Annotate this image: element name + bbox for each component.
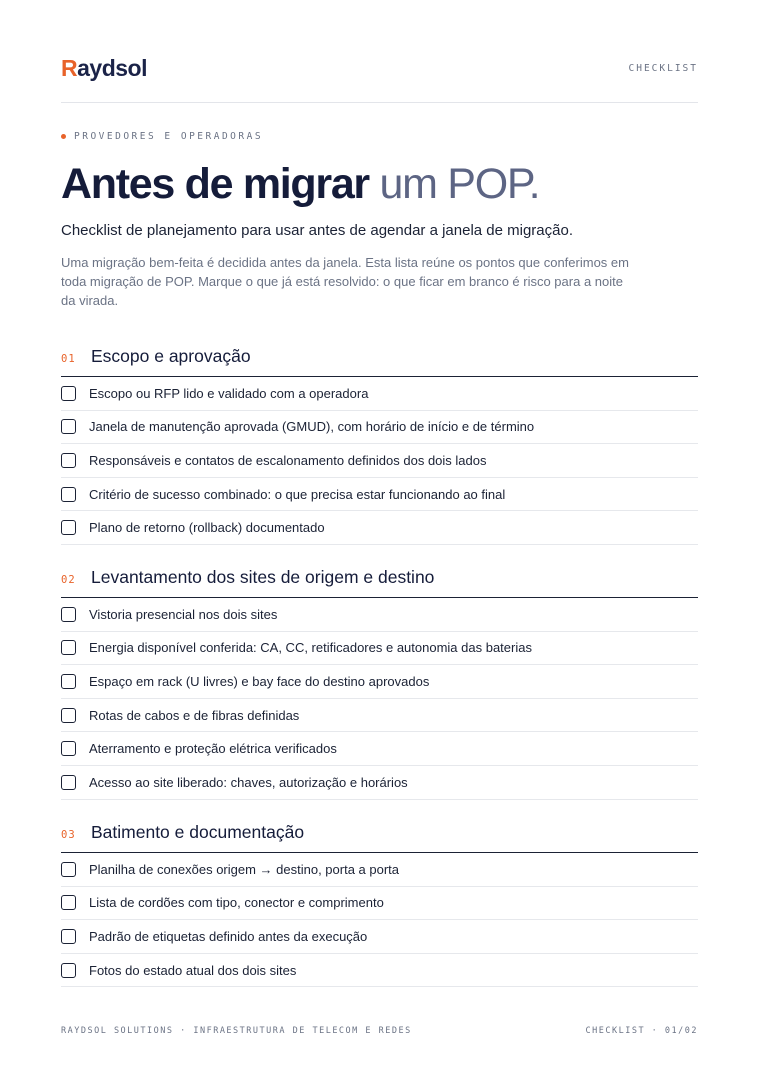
checkbox[interactable]: [61, 963, 76, 978]
checklist-item[interactable]: Energia disponível conferida: CA, CC, retificadores e autonomia das baterias: [61, 632, 698, 666]
checkbox[interactable]: [61, 520, 76, 535]
checklist-item[interactable]: Janela de manutenção aprovada (GMUD), com horário de início e de término: [61, 411, 698, 445]
checklist-item[interactable]: Espaço em rack (U livres) e bay face do destino aprovados: [61, 665, 698, 699]
checkbox[interactable]: [61, 741, 76, 756]
document-type-tag: CHECKLIST: [628, 63, 698, 74]
checkbox[interactable]: [61, 453, 76, 468]
checklist-item[interactable]: Padrão de etiquetas definido antes da execução: [61, 920, 698, 954]
checkbox[interactable]: [61, 386, 76, 401]
checkbox[interactable]: [61, 419, 76, 434]
checklist-item[interactable]: Aterramento e proteção elétrica verificados: [61, 732, 698, 766]
footer-page-number: CHECKLIST · 01/02: [585, 1026, 698, 1036]
checklist-item[interactable]: Fotos do estado atual dos dois sites: [61, 954, 698, 988]
checklist-item[interactable]: Responsáveis e contatos de escalonamento definidos dos dois lados: [61, 444, 698, 478]
checkbox[interactable]: [61, 895, 76, 910]
checkbox[interactable]: [61, 640, 76, 655]
checklist-item[interactable]: Vistoria presencial nos dois sites: [61, 598, 698, 632]
checklist-item[interactable]: Rotas de cabos e de fibras definidas: [61, 699, 698, 733]
page-title: Antes de migrar um POP.: [61, 160, 540, 208]
checkbox[interactable]: [61, 929, 76, 944]
eyebrow-label: PROVEDORES E OPERADORAS: [74, 131, 264, 142]
checklist-item[interactable]: Planilha de conexões origem → destino, porta a porta: [61, 853, 698, 887]
intro-paragraph: Uma migração bem-feita é decidida antes da janela. Esta lista reúne os pontos que conferimos em toda migração de POP. Marque o que já está resolvido: o que ficar em branco é risco para a noite da virada.: [61, 255, 629, 308]
page-subtitle: Checklist de planejamento para usar antes de agendar a janela de migração.: [61, 222, 573, 239]
section-title: Escopo e aprovação: [91, 346, 251, 366]
section-header-batimento: [61, 819, 698, 853]
footer-company: RAYDSOL SOLUTIONS · INFRAESTRUTURA DE TELECOM E REDES: [61, 1026, 412, 1036]
page-header: [61, 55, 698, 103]
checklist-item[interactable]: Lista de cordões com tipo, conector e comprimento: [61, 887, 698, 921]
bullet-dot-icon: [61, 134, 66, 139]
section-header-escopo: [61, 343, 698, 377]
checkbox[interactable]: [61, 674, 76, 689]
checkbox[interactable]: [61, 607, 76, 622]
checklist-item[interactable]: Plano de retorno (rollback) documentado: [61, 511, 698, 545]
checkbox[interactable]: [61, 862, 76, 877]
checklist-item[interactable]: Escopo ou RFP lido e validado com a operadora: [61, 377, 698, 411]
section-header-levantamento: [61, 564, 698, 598]
section-title: Batimento e documentação: [91, 822, 305, 842]
checkbox[interactable]: [61, 775, 76, 790]
eyebrow: [61, 131, 263, 142]
checklist-item[interactable]: Acesso ao site liberado: chaves, autorização e horários: [61, 766, 698, 800]
section-number: 03: [61, 829, 76, 841]
section-title: Levantamento dos sites de origem e destino: [91, 567, 435, 587]
brand-logo: Raydsol: [61, 55, 147, 81]
checkbox[interactable]: [61, 708, 76, 723]
checkbox[interactable]: [61, 487, 76, 502]
checklist-item[interactable]: Critério de sucesso combinado: o que precisa estar funcionando ao final: [61, 478, 698, 512]
section-number: 02: [61, 574, 76, 586]
section-number: 01: [61, 353, 76, 365]
